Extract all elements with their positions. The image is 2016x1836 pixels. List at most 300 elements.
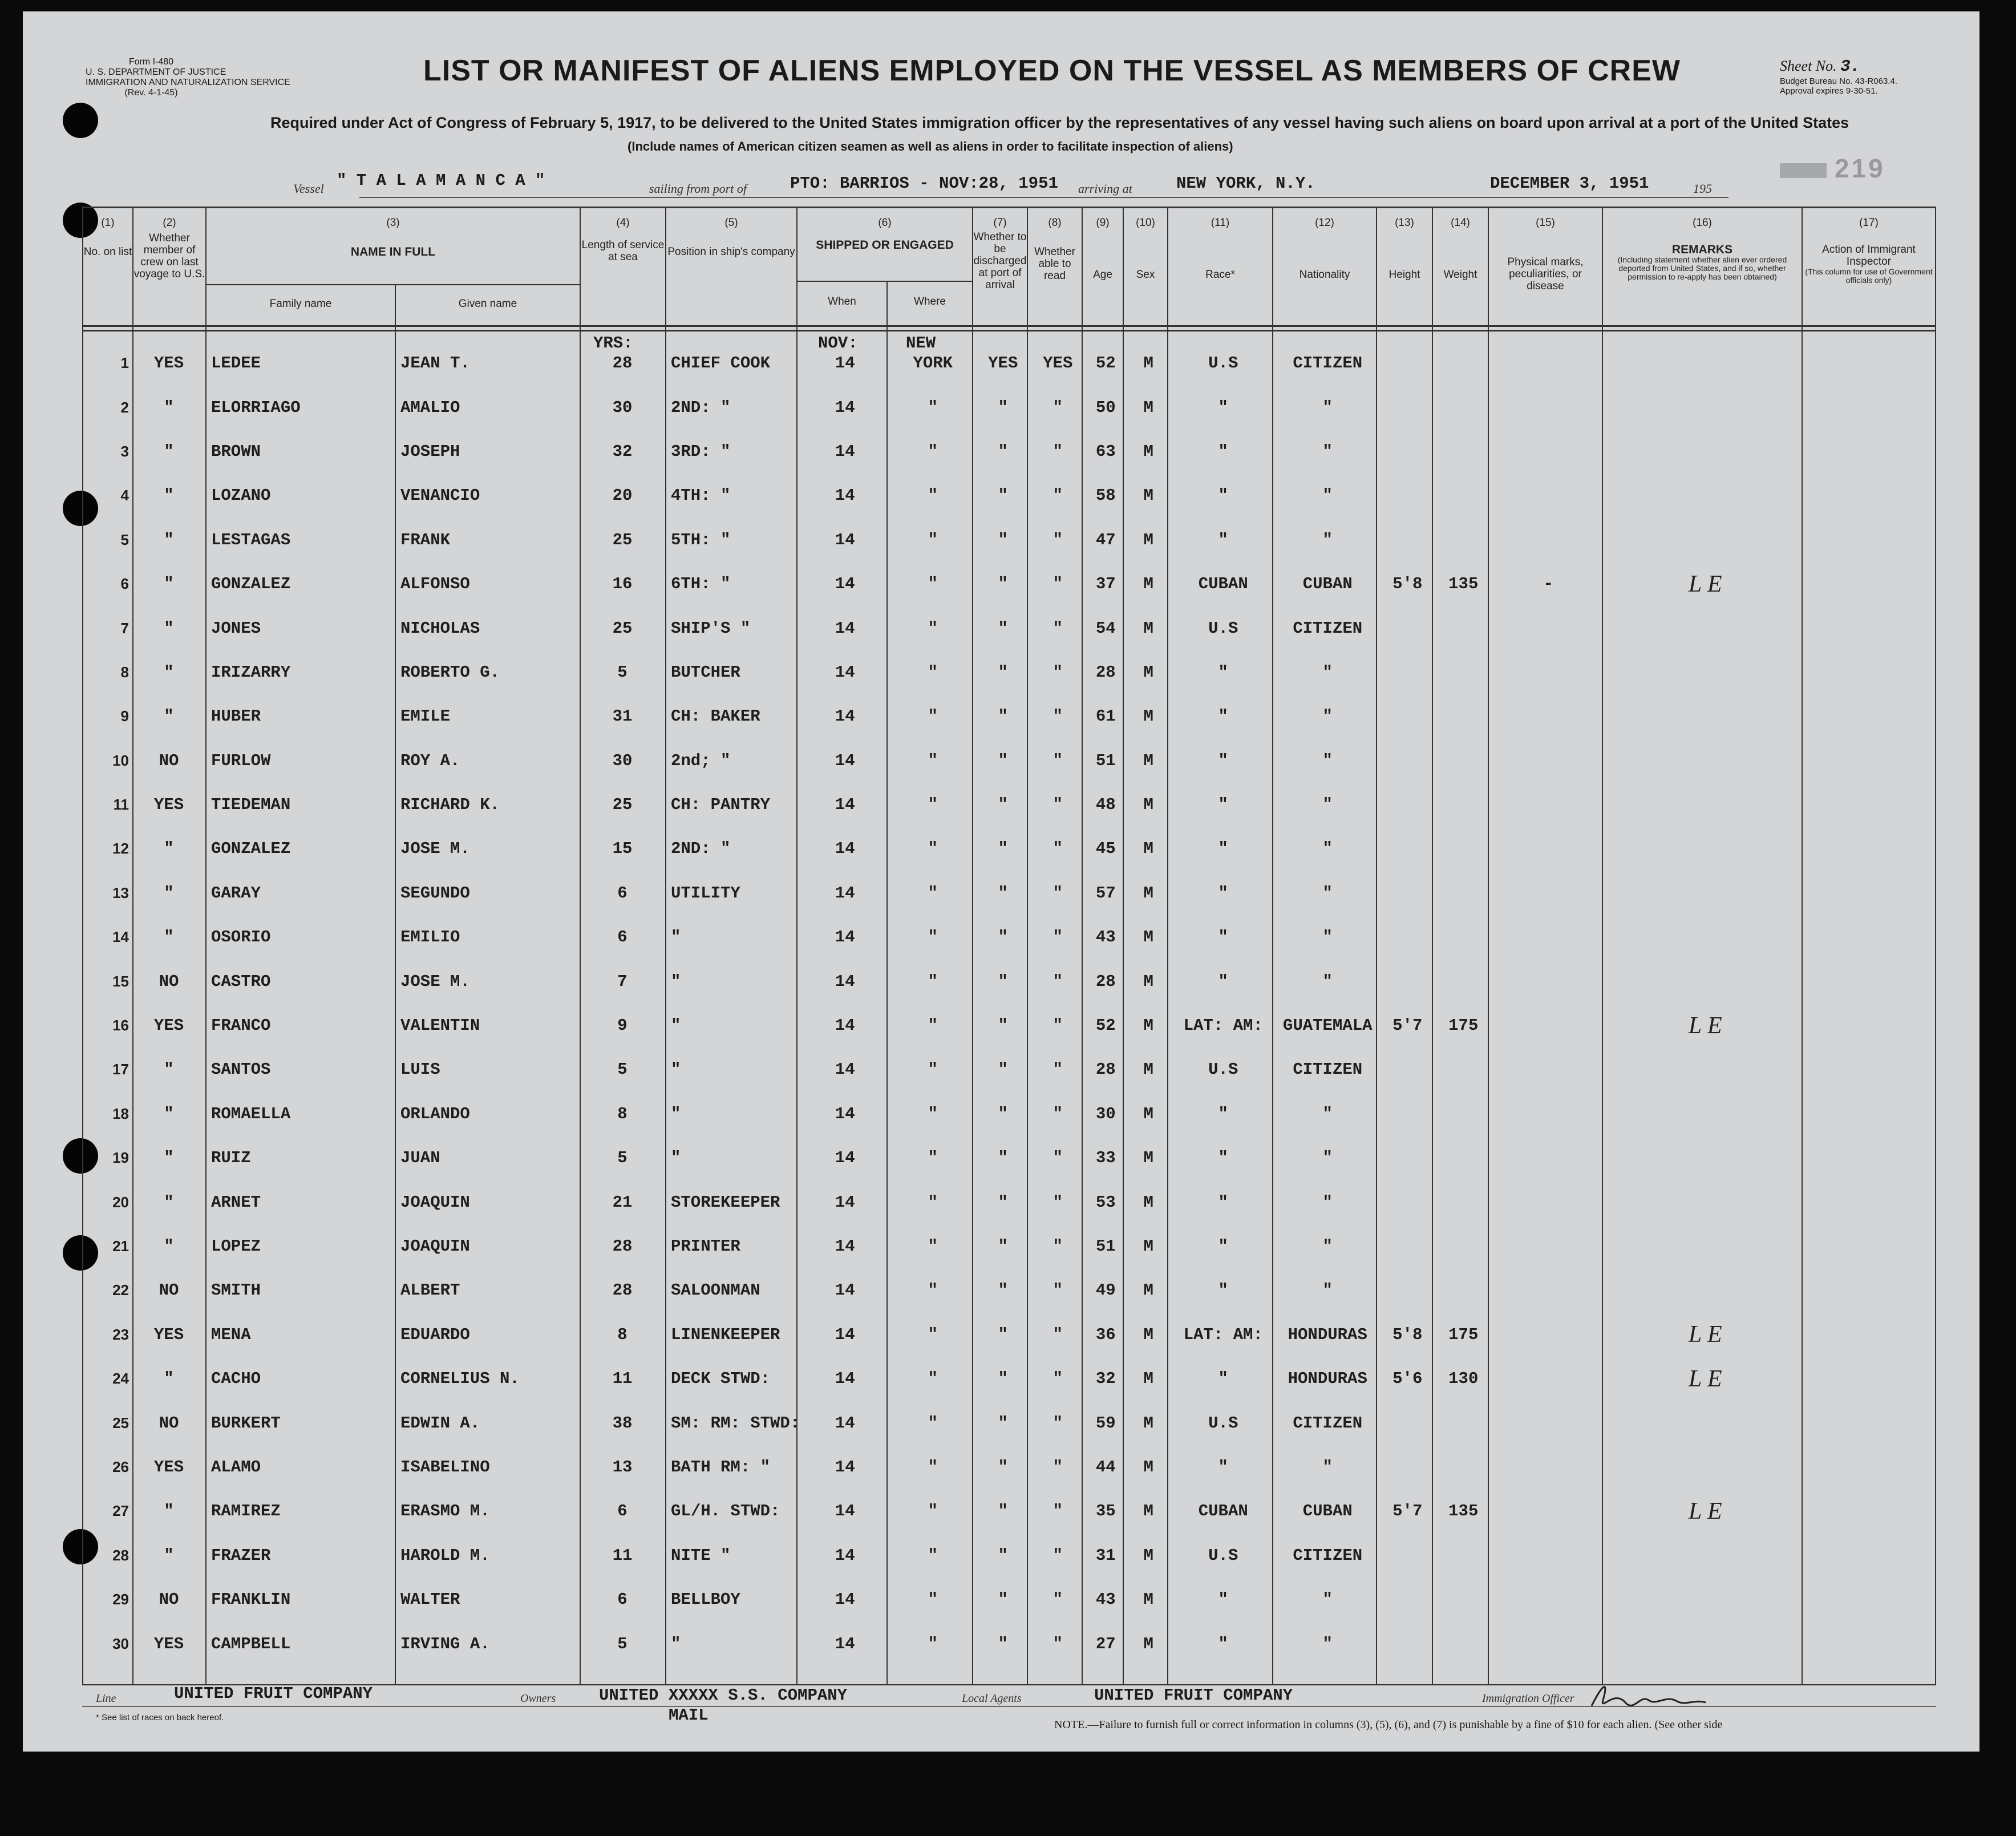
height-cell (1379, 1578, 1435, 1621)
able-to-read-cell: " (1052, 751, 1063, 770)
service-length-cell: 5 (617, 1060, 628, 1079)
height-cell (1379, 1445, 1435, 1489)
family-name-cell: OSORIO (211, 928, 271, 947)
sex-cell: M (1143, 1413, 1153, 1433)
physical-marks-cell (1491, 1180, 1605, 1224)
position-cell: " (671, 1104, 681, 1123)
inspector-action-cell (1805, 385, 1938, 429)
service-length-cell: 5 (617, 1148, 628, 1168)
sex-cell: M (1143, 795, 1153, 815)
last-voyage-cell: " (164, 707, 174, 726)
physical-marks-cell (1491, 1401, 1605, 1445)
discharged-cell: " (998, 972, 1008, 991)
position-cell: " (671, 1016, 681, 1036)
height-cell (1379, 1048, 1435, 1091)
inspector-action-cell (1805, 1621, 1938, 1665)
owners-company: UNITED XXXXX S.S. COMPANY (599, 1686, 848, 1705)
family-name-cell: CACHO (211, 1369, 261, 1389)
given-name-cell: ORLANDO (400, 1104, 470, 1123)
family-name-cell: FURLOW (211, 751, 271, 770)
given-name-cell: IRVING A. (400, 1634, 490, 1653)
physical-marks-cell (1491, 1357, 1605, 1401)
requirement-text: Required under Act of Congress of February 5, 1917, to be delivered to the United States immigration officer by the representatives of any vessel having such aliens on board upon arrival at a port of the United States (270, 114, 1849, 131)
given-name-cell: LUIS (400, 1060, 440, 1079)
physical-marks-cell (1491, 1136, 1605, 1180)
owners-mail: MAIL (669, 1706, 709, 1725)
table-row (82, 606, 1938, 650)
able-to-read-cell: " (1052, 883, 1063, 903)
service-length-cell: 7 (617, 972, 628, 991)
binder-hole (63, 103, 98, 138)
physical-marks-cell (1491, 1621, 1605, 1665)
inspector-action-cell (1805, 430, 1938, 474)
race-cell: CUBAN (1198, 575, 1248, 594)
height-cell (1379, 827, 1435, 871)
nationality-cell: " (1322, 883, 1333, 903)
able-to-read-cell: " (1052, 1590, 1063, 1609)
able-to-read-cell: " (1052, 928, 1063, 947)
age-cell: 27 (1095, 1634, 1116, 1653)
inspector-action-cell (1805, 1136, 1938, 1180)
shipped-when-cell: 14 (835, 928, 855, 947)
col-8-header: (8) Whether able to read (1034, 217, 1075, 282)
position-cell: SHIP'S " (671, 618, 751, 638)
inspector-action-cell (1805, 871, 1938, 915)
age-cell: 51 (1095, 751, 1116, 770)
remarks-cell (1605, 1621, 1805, 1665)
service-length-cell: 6 (617, 1590, 628, 1609)
sex-cell: M (1143, 575, 1153, 594)
discharged-cell: " (998, 486, 1008, 505)
remarks-cell (1605, 606, 1805, 650)
able-to-read-cell: " (1052, 795, 1063, 815)
nationality-cell: " (1322, 442, 1333, 461)
service-length-cell: 30 (612, 751, 633, 770)
last-voyage-cell: " (164, 883, 174, 903)
table-row (82, 871, 1938, 915)
weight-cell (1435, 518, 1491, 562)
physical-marks-cell (1491, 1092, 1605, 1136)
position-cell: STOREKEEPER (671, 1192, 780, 1212)
shipped-where-cell: " (928, 1016, 938, 1036)
local-agents: UNITED FRUIT COMPANY (1094, 1686, 1293, 1705)
shipped-where-cell: YORK (913, 354, 953, 373)
shipped-where-cell: " (928, 662, 938, 682)
shipped-where-cell: " (928, 751, 938, 770)
nationality-cell: " (1322, 1148, 1333, 1168)
shipped-where-cell: " (928, 1369, 938, 1389)
height-cell: 5'6 (1392, 1369, 1423, 1389)
last-voyage-cell: YES (153, 1325, 184, 1344)
remarks-cell (1605, 871, 1805, 915)
row-number: 24 (112, 1370, 129, 1388)
last-voyage-cell: YES (153, 354, 184, 373)
service-length-cell: 5 (617, 1634, 628, 1653)
height-cell (1379, 1621, 1435, 1665)
family-name-cell: ALAMO (211, 1457, 261, 1477)
service-length-cell: 28 (612, 1281, 633, 1300)
remarks-cell (1605, 1048, 1805, 1091)
inspector-action-cell (1805, 694, 1938, 738)
position-cell: LINENKEEPER (671, 1325, 780, 1344)
discharged-cell: " (998, 928, 1008, 947)
row-number: 1 (120, 354, 129, 372)
row-number: 13 (112, 884, 129, 901)
physical-marks-cell (1491, 1224, 1605, 1268)
able-to-read-cell: " (1052, 1104, 1063, 1123)
position-cell: " (671, 928, 681, 947)
position-cell: SALOONMAN (671, 1281, 760, 1300)
vessel-underline (359, 197, 1728, 198)
age-cell: 51 (1095, 1237, 1116, 1256)
sex-cell: M (1143, 354, 1153, 373)
service-length-cell: 11 (612, 1369, 633, 1389)
given-name-cell: FRANK (400, 530, 451, 549)
service-length-cell: 15 (612, 839, 633, 859)
row-number: 15 (112, 972, 129, 990)
height-cell: 5'7 (1392, 1016, 1423, 1036)
last-voyage-cell: NO (159, 972, 179, 991)
last-voyage-cell: " (164, 618, 174, 638)
shipped-when-cell: 14 (835, 1104, 855, 1123)
family-name-cell: TIEDEMAN (211, 795, 291, 815)
height-cell: 5'8 (1392, 575, 1423, 594)
height-cell (1379, 385, 1435, 429)
age-cell: 54 (1095, 618, 1116, 638)
given-name-cell: SEGUNDO (400, 883, 470, 903)
row-number: 21 (112, 1238, 129, 1255)
nationality-cell: " (1322, 1281, 1333, 1300)
table-row (82, 385, 1938, 429)
sex-cell: M (1143, 1104, 1153, 1123)
service-length-cell: 16 (612, 575, 633, 594)
row-number: 11 (113, 796, 129, 814)
sex-cell: M (1143, 751, 1153, 770)
page-title: LIST OR MANIFEST OF ALIENS EMPLOYED ON THE VESSEL AS MEMBERS OF CREW (423, 54, 1681, 87)
service-length-cell: 25 (612, 618, 633, 638)
age-cell: 31 (1095, 1546, 1116, 1565)
weight-cell (1435, 739, 1491, 783)
nationality-cell: " (1322, 795, 1333, 815)
discharged-cell: " (998, 1060, 1008, 1079)
family-name-cell: FRAZER (211, 1546, 271, 1565)
service-length-cell: 21 (612, 1192, 633, 1212)
position-cell: NITE " (671, 1546, 731, 1565)
given-name-cell: JOSE M. (400, 839, 470, 859)
physical-marks-cell (1491, 606, 1605, 650)
shipped-where-cell: " (928, 530, 938, 549)
physical-marks-cell (1491, 1534, 1605, 1578)
sex-cell: M (1143, 1634, 1153, 1653)
physical-marks-cell (1491, 1578, 1605, 1621)
last-voyage-cell: " (164, 575, 174, 594)
inspector-action-cell (1805, 959, 1938, 1003)
age-cell: 57 (1095, 883, 1116, 903)
nationality-cell: GUATEMALA (1282, 1016, 1373, 1036)
weight-cell (1435, 1401, 1491, 1445)
race-cell: " (1218, 795, 1228, 815)
header-rule-2 (82, 330, 1936, 331)
remarks-cell (1605, 341, 1805, 385)
arrival-date: DECEMBER 3, 1951 (1490, 174, 1649, 193)
height-cell (1379, 430, 1435, 474)
table-row (82, 1092, 1938, 1136)
physical-marks-cell (1491, 341, 1605, 385)
sex-cell: M (1143, 1546, 1153, 1565)
discharged-cell: " (998, 1457, 1008, 1477)
age-cell: 63 (1095, 442, 1116, 461)
remarks-cell (1605, 1224, 1805, 1268)
sex-cell: M (1143, 928, 1153, 947)
last-voyage-cell: " (164, 1237, 174, 1256)
position-cell: 5TH: " (671, 530, 731, 549)
row-number: 23 (112, 1325, 129, 1343)
family-name-cell: CASTRO (211, 972, 271, 991)
sex-cell: M (1143, 883, 1153, 903)
height-cell (1379, 1224, 1435, 1268)
given-name-cell: RICHARD K. (400, 795, 500, 815)
race-cell: U.S (1208, 1546, 1238, 1565)
inspector-action-cell (1805, 1180, 1938, 1224)
table-row (82, 1268, 1938, 1312)
shipped-where-cell: " (928, 1546, 938, 1565)
physical-marks-cell (1491, 871, 1605, 915)
age-cell: 35 (1095, 1502, 1116, 1521)
weight-cell (1435, 1048, 1491, 1091)
form-id-block (86, 57, 290, 98)
given-name-cell: NICHOLAS (400, 618, 480, 638)
inspector-action-cell (1805, 1048, 1938, 1091)
given-name-cell: VALENTIN (400, 1016, 480, 1036)
shipped-subheader-rule (796, 281, 972, 282)
able-to-read-cell: " (1052, 1457, 1063, 1477)
row-number: 8 (120, 663, 129, 681)
inspector-action-cell (1805, 783, 1938, 827)
shipped-when-cell: 14 (835, 1634, 855, 1653)
able-to-read-cell: " (1052, 398, 1063, 417)
given-name-cell: EMILIO (400, 928, 460, 947)
row-number: 6 (120, 575, 129, 593)
table-row (82, 1401, 1938, 1445)
table-row (82, 562, 1938, 606)
sex-cell: M (1143, 1457, 1153, 1477)
race-cell: " (1218, 1457, 1228, 1477)
position-cell: CH: PANTRY (671, 795, 771, 815)
table-row (82, 694, 1938, 738)
position-cell: CHIEF COOK (671, 354, 771, 373)
col-1-header: (1) No. on list (83, 217, 132, 258)
service-length-cell: 25 (612, 530, 633, 549)
age-cell: 49 (1095, 1281, 1116, 1300)
last-voyage-cell: " (164, 928, 174, 947)
position-cell: 4TH: " (671, 486, 731, 505)
last-voyage-cell: " (164, 1148, 174, 1168)
age-cell: 59 (1095, 1413, 1116, 1433)
age-cell: 36 (1095, 1325, 1116, 1344)
nationality-cell: CITIZEN (1293, 618, 1363, 638)
col-10-header: (10) Sex (1136, 217, 1155, 281)
shipped-when-cell: 14 (835, 1192, 855, 1212)
row-number: 20 (112, 1193, 129, 1211)
inspector-action-cell (1805, 1004, 1938, 1048)
shipped-when-cell: 14 (835, 1281, 855, 1300)
col-14-header: (14) Weight (1443, 217, 1477, 281)
service-name: IMMIGRATION AND NATURALIZATION SERVICE (86, 78, 290, 87)
race-cell: " (1218, 398, 1228, 417)
weight-cell (1435, 1136, 1491, 1180)
table-row (82, 915, 1938, 959)
table-row (82, 1004, 1938, 1048)
nationality-cell: " (1322, 751, 1333, 770)
col-2-header: (2) Whether member of crew on last voyage to U.S. (133, 217, 205, 280)
weight-cell (1435, 783, 1491, 827)
shipped-where-cell: " (928, 1192, 938, 1212)
table-row (82, 1180, 1938, 1224)
given-name-cell: EDWIN A. (400, 1413, 480, 1433)
given-name-cell: HAROLD M. (400, 1546, 490, 1565)
table-row (82, 739, 1938, 783)
service-length-cell: 5 (617, 662, 628, 682)
sex-cell: M (1143, 662, 1153, 682)
nationality-cell: " (1322, 398, 1333, 417)
inspector-action-cell (1805, 606, 1938, 650)
service-length-cell: 38 (612, 1413, 633, 1433)
table-top-rule (82, 207, 1936, 208)
nationality-cell: CUBAN (1302, 1502, 1353, 1521)
row-number: 16 (112, 1017, 129, 1034)
row-number: 4 (120, 487, 129, 504)
remarks-cell (1605, 385, 1805, 429)
able-to-read-cell: " (1052, 1281, 1063, 1300)
able-to-read-cell: " (1052, 1016, 1063, 1036)
form-number: Form I-480 (128, 57, 174, 67)
crew-table (82, 341, 1938, 1666)
row-number: 19 (112, 1149, 129, 1167)
family-name-cell: RAMIREZ (211, 1502, 281, 1521)
last-voyage-cell: " (164, 486, 174, 505)
shipped-when-cell: 14 (835, 530, 855, 549)
race-cell: " (1218, 972, 1228, 991)
position-cell: BATH RM: " (671, 1457, 771, 1477)
weight-cell (1435, 694, 1491, 738)
last-voyage-cell: " (164, 442, 174, 461)
family-name-cell: SMITH (211, 1281, 261, 1300)
height-cell (1379, 518, 1435, 562)
shipped-where-cell: " (928, 1457, 938, 1477)
service-unit: YRS: (593, 334, 633, 353)
remarks-cell: L E (1688, 1498, 1722, 1524)
remarks-cell (1605, 1180, 1805, 1224)
col-6-header: (6) SHIPPED OR ENGAGED (816, 217, 954, 252)
service-length-cell: 20 (612, 486, 633, 505)
race-cell: " (1218, 839, 1228, 859)
service-length-cell: 6 (617, 1502, 628, 1521)
table-row (82, 1224, 1938, 1268)
given-name-header: Given name (458, 298, 517, 310)
nationality-cell: " (1322, 928, 1333, 947)
race-cell: " (1218, 662, 1228, 682)
height-cell (1379, 915, 1435, 959)
shipped-when-cell: 14 (835, 1457, 855, 1477)
age-cell: 50 (1095, 398, 1116, 417)
last-voyage-cell: " (164, 662, 174, 682)
remarks-cell (1605, 1578, 1805, 1621)
discharged-cell: " (998, 1281, 1008, 1300)
position-cell: 2ND: " (671, 839, 731, 859)
when-header: When (828, 296, 856, 308)
height-cell (1379, 871, 1435, 915)
shipped-when-cell: 14 (835, 1413, 855, 1433)
row-number: 30 (112, 1635, 129, 1652)
remarks-cell (1605, 650, 1805, 694)
row-number: 7 (120, 619, 129, 637)
family-name-cell: CAMPBELL (211, 1634, 291, 1653)
service-length-cell: 28 (612, 1237, 633, 1256)
nationality-cell: " (1322, 1457, 1333, 1477)
shipped-when-cell: 14 (835, 707, 855, 726)
row-number: 5 (120, 531, 129, 548)
service-length-cell: 32 (612, 442, 633, 461)
row-number: 29 (112, 1591, 129, 1608)
shipped-when-cell: 14 (835, 751, 855, 770)
remarks-cell (1605, 518, 1805, 562)
table-row (82, 827, 1938, 871)
shipped-where-cell: " (928, 442, 938, 461)
family-name-cell: GARAY (211, 883, 261, 903)
height-cell (1379, 1268, 1435, 1312)
race-cell: " (1218, 486, 1228, 505)
row-number: 2 (120, 398, 129, 416)
discharged-cell: " (998, 1237, 1008, 1256)
discharged-cell: " (998, 1413, 1008, 1433)
shipped-when-cell: 14 (835, 1590, 855, 1609)
table-row (82, 1048, 1938, 1091)
nationality-cell: " (1322, 1237, 1333, 1256)
race-cell: U.S (1208, 1413, 1238, 1433)
shipped-where-cell: " (928, 486, 938, 505)
line-label: Line (96, 1692, 116, 1705)
shipped-when-cell: 14 (835, 618, 855, 638)
last-voyage-cell: " (164, 530, 174, 549)
sex-cell: M (1143, 486, 1153, 505)
inspector-action-cell (1805, 474, 1938, 517)
weight-cell (1435, 650, 1491, 694)
shipped-where-cell: " (928, 707, 938, 726)
col-3-header: (3) NAME IN FULL (350, 217, 436, 258)
sex-cell: M (1143, 1060, 1153, 1079)
age-cell: 53 (1095, 1192, 1116, 1212)
sex-cell: M (1143, 1590, 1153, 1609)
race-cell: " (1218, 1148, 1228, 1168)
remarks-cell (1605, 474, 1805, 517)
race-cell: " (1218, 1369, 1228, 1389)
remarks-cell (1605, 783, 1805, 827)
service-length-cell: 8 (617, 1325, 628, 1344)
weight-cell (1435, 474, 1491, 517)
service-length-cell: 6 (617, 928, 628, 947)
last-voyage-cell: NO (159, 751, 179, 770)
shipped-when-cell: 14 (835, 839, 855, 859)
inspector-action-cell (1805, 650, 1938, 694)
nationality-cell: " (1322, 1590, 1333, 1609)
discharged-cell: " (998, 662, 1008, 682)
family-name-cell: GONZALEZ (211, 575, 291, 594)
race-cell: " (1218, 1237, 1228, 1256)
shipped-when-cell: 14 (835, 354, 855, 373)
weight-cell (1435, 606, 1491, 650)
position-cell: DECK STWD: (671, 1369, 771, 1389)
discharged-cell: " (998, 1016, 1008, 1036)
